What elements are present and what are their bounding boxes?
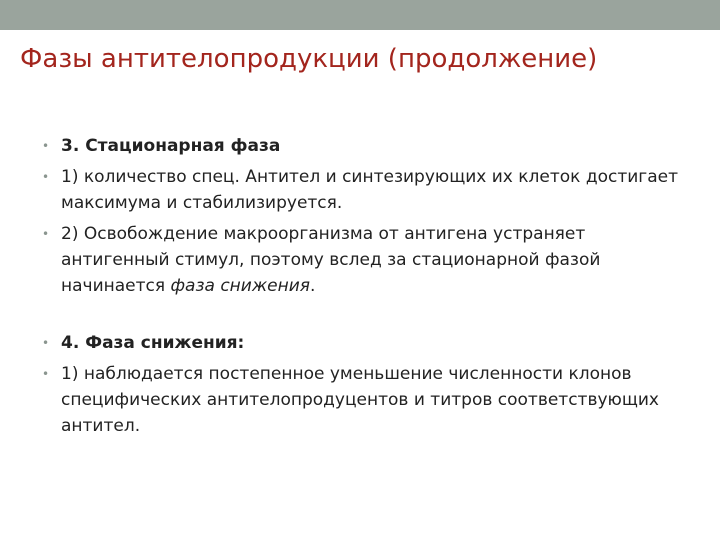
bullet-text-before: 2) Освобождение макроорганизма от антигена устраняет антигенный стимул, поэтому вслед за стационарной фазой начинается: [61, 224, 601, 296]
slide-body: [42, 133, 692, 444]
bullet-item-stationary-point-2: [42, 221, 692, 299]
bullet-icon: •: [42, 227, 50, 241]
bullet-text-after: .: [310, 276, 316, 296]
bullet-text: 1) наблюдается постепенное уменьшение численности клонов специфических антителопродуцентов и титров соответствующих антител.: [61, 364, 659, 436]
top-accent-bar: [0, 0, 720, 30]
bullet-icon: •: [42, 170, 50, 184]
bullet-icon: •: [42, 139, 50, 153]
slide-title: Фазы антителопродукции (продолжение): [20, 44, 598, 74]
bullet-item-stationary-point-1: [42, 164, 692, 216]
bullet-item-decline-phase-heading: [42, 330, 692, 356]
bullet-text: 4. Фаза снижения:: [61, 333, 245, 353]
bullet-text: 3. Стационарная фаза: [61, 136, 281, 156]
bullet-icon: •: [42, 367, 50, 381]
bullet-item-decline-point-1: [42, 361, 692, 439]
bullet-item-stationary-phase-heading: [42, 133, 692, 159]
bullet-icon: •: [42, 336, 50, 350]
bullet-text: 1) количество спец. Антител и синтезирующих их клеток достигает максимума и стабилизируется.: [61, 167, 678, 213]
bullet-text-italic: фаза снижения: [170, 276, 310, 296]
